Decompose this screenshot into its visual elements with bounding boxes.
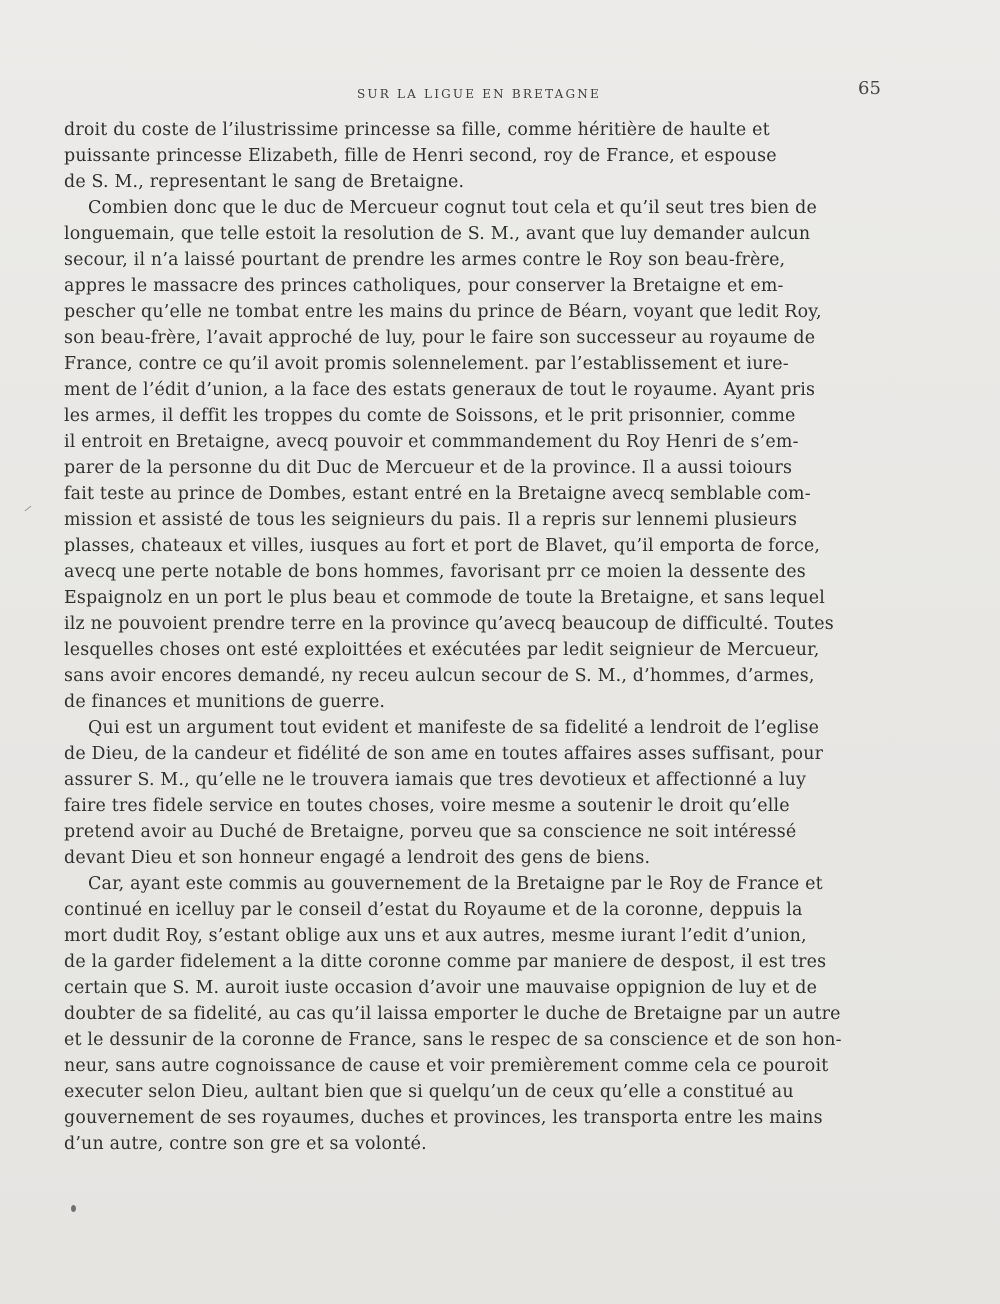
text-line: faire tres fidele service en toutes choses, voire mesme a soutenir le droit qu’elle bbox=[64, 796, 790, 816]
text-line: longuemain, que telle estoit la resolution de S. M., avant que luy demander aulcun bbox=[64, 224, 811, 244]
text-line: avecq une perte notable de bons hommes, favorisant prr ce moien la dessente des bbox=[64, 562, 806, 582]
text-line: plasses, chateaux et villes, iusques au fort et port de Blavet, qu’il emporta de force, bbox=[64, 536, 821, 556]
body-text bbox=[64, 117, 890, 1157]
text-line: d’un autre, contre son gre et sa volonté. bbox=[64, 1134, 427, 1154]
text-line: puissante princesse Elizabeth, fille de Henri second, roy de France, et espouse bbox=[64, 146, 777, 166]
running-head: SUR LA LIGUE EN BRETAGNE bbox=[357, 87, 601, 101]
page-number: 65 bbox=[858, 78, 881, 99]
text-line: pretend avoir au Duché de Bretaigne, porveu que sa conscience ne soit intéressé bbox=[64, 822, 797, 842]
text-line: parer de la personne du dit Duc de Mercueur et de la province. Il a aussi toiours bbox=[64, 458, 793, 478]
text-line: lesquelles choses ont esté exploittées et exécutées par ledit seignieur de Mercueur, bbox=[64, 640, 820, 660]
text-line: doubter de sa fidelité, au cas qu’il laissa emporter le duche de Bretaigne par un autre bbox=[64, 1004, 841, 1024]
margin-mark bbox=[25, 506, 32, 512]
text-line: ment de l’édit d’union, a la face des estats generaux de tout le royaume. Ayant pris bbox=[64, 380, 816, 400]
text-line: continué en icelluy par le conseil d’estat du Royaume et de la coronne, deppuis la bbox=[64, 900, 803, 920]
text-line: mission et assisté de tous les seignieurs du pais. Il a repris sur lennemi plusieurs bbox=[64, 510, 798, 530]
ink-speck bbox=[71, 1205, 76, 1212]
text-line: appres le massacre des princes catholiques, pour conserver la Bretaigne et em- bbox=[64, 276, 784, 296]
text-line: de S. M., representant le sang de Bretaigne. bbox=[64, 172, 465, 192]
text-line: pescher qu’elle ne tombat entre les mains du prince de Béarn, voyant que ledit Roy, bbox=[64, 302, 822, 322]
text-line: mort dudit Roy, s’estant oblige aux uns et aux autres, mesme iurant l’edit d’union, bbox=[64, 926, 807, 946]
paragraph-start-line: Car, ayant este commis au gouvernement de la Bretaigne par le Roy de France et bbox=[88, 874, 823, 894]
paragraph-start-line: Combien donc que le duc de Mercueur cognut tout cela et qu’il seut tres bien de bbox=[88, 198, 817, 218]
text-line: sans avoir encores demandé, ny receu aulcun secour de S. M., d’hommes, d’armes, bbox=[64, 666, 815, 686]
text-line: Espaignolz en un port le plus beau et commode de toute la Bretaigne, et sans lequel bbox=[64, 588, 826, 608]
text-line: certain que S. M. auroit iuste occasion d’avoir une mauvaise oppignion de luy et de bbox=[64, 978, 818, 998]
text-line: son beau-frère, l’avait approché de luy, pour le faire son successeur au royaume de bbox=[64, 328, 816, 348]
text-line: neur, sans autre cognoissance de cause et voir premièrement comme cela ce pouroit bbox=[64, 1056, 829, 1076]
paragraph-start-line: Qui est un argument tout evident et manifeste de sa fidelité a lendroit de l’eglise bbox=[88, 718, 820, 738]
text-line: les armes, il deffit les troppes du comte de Soissons, et le prit prisonnier, comme bbox=[64, 406, 796, 426]
text-line: fait teste au prince de Dombes, estant entré en la Bretaigne avecq semblable com- bbox=[64, 484, 811, 504]
text-line: executer selon Dieu, aultant bien que si quelqu’un de ceux qu’elle a constitué au bbox=[64, 1082, 794, 1102]
text-line: et le dessunir de la coronne de France, sans le respec de sa conscience et de son hon- bbox=[64, 1030, 842, 1050]
text-line: gouvernement de ses royaumes, duches et provinces, les transporta entre les mains bbox=[64, 1108, 823, 1128]
text-line: ilz ne pouvoient prendre terre en la province qu’avecq beaucoup de difficulté. Toutes bbox=[64, 614, 834, 634]
text-line: de finances et munitions de guerre. bbox=[64, 692, 386, 712]
text-line: droit du coste de l’ilustrissime princesse sa fille, comme héritière de haulte et bbox=[64, 120, 770, 140]
text-line: il entroit en Bretaigne, avecq pouvoir et commmandement du Roy Henri de s’em- bbox=[64, 432, 799, 452]
text-line: France, contre ce qu’il avoit promis solennelement. par l’establissement et iure- bbox=[64, 354, 789, 374]
text-line: assurer S. M., qu’elle ne le trouvera iamais que tres devotieux et affectionné a luy bbox=[64, 770, 807, 790]
text-line: de Dieu, de la candeur et fidélité de son ame en toutes affaires asses suffisant, pour bbox=[64, 744, 824, 764]
text-line: secour, il n’a laissé pourtant de prendre les armes contre le Roy son beau-frère, bbox=[64, 250, 786, 270]
text-line: devant Dieu et son honneur engagé a lendroit des gens de biens. bbox=[64, 848, 651, 868]
text-line: de la garder fidelement a la ditte coronne comme par maniere de despost, il est tres bbox=[64, 952, 827, 972]
